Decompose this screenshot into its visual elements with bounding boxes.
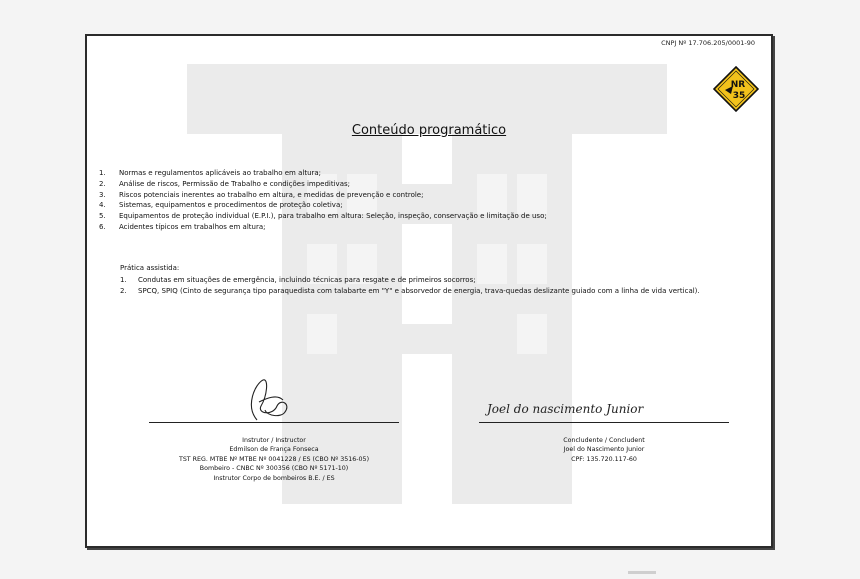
list-item-number: 2. — [99, 179, 106, 188]
instructor-block — [149, 436, 399, 483]
badge-line1: NR — [730, 80, 746, 90]
scan-footer-mark — [628, 570, 656, 575]
list-item — [99, 190, 547, 201]
concluder-signature: Joel do nascimento Junior — [487, 402, 644, 416]
list-item-text: Normas e regulamentos aplicáveis ao trabalho em altura; — [119, 169, 322, 177]
cnpj-number: CNPJ Nº 17.706.205/0001-90 — [661, 39, 755, 47]
instructor-signature — [237, 376, 297, 424]
certificate-page — [85, 34, 773, 548]
list-item — [120, 286, 720, 297]
list-item-number: 4. — [99, 201, 106, 210]
list-item-text: Condutas em situações de emergência, incluindo técnicas para resgate e de primeiros socorros; — [138, 276, 476, 284]
list-item — [120, 275, 720, 286]
list-item-number: 1. — [120, 276, 127, 284]
list-item-text: Análise de riscos, Permissão de Trabalho e condições impeditivas; — [119, 179, 350, 188]
instructor-role: Instrutor / Instructor — [242, 437, 306, 444]
instructor-reg1: TST REG. MTBE Nº MTBE Nº 0041228 / ES (CBO Nº 3516-05) — [178, 455, 370, 463]
practice-heading: Prática assistida: — [120, 264, 180, 272]
list-item-number: 3. — [99, 190, 106, 199]
page-title: Conteúdo programático — [351, 123, 507, 138]
concluder-cpf: CPF: 135.720.117-60 — [571, 455, 637, 463]
concluder-signature-line — [479, 422, 729, 423]
list-item-number: 5. — [99, 212, 106, 221]
badge-line2: 35 — [732, 91, 746, 101]
instructor-signature-line — [149, 422, 399, 423]
instructor-reg2: Bombeiro - CNBC Nº 300356 (CBO Nº 5171-10) — [199, 465, 349, 473]
concluder-name: Joel do Nascimento Junior — [563, 446, 645, 454]
list-item — [99, 211, 547, 222]
list-item-text: Sistemas, equipamentos e procedimentos de proteção coletiva; — [119, 201, 343, 210]
list-item — [99, 179, 547, 190]
list-item-number: 1. — [99, 169, 106, 177]
instructor-reg3: Instrutor Corpo de bombeiros B.E. / ES — [213, 474, 335, 482]
instructor-name: Edmilson de França Fonseca — [229, 446, 319, 454]
practice-list — [120, 275, 720, 297]
list-item — [99, 222, 547, 233]
list-item-text: Acidentes típicos em trabalhos em altura; — [119, 222, 266, 231]
list-item-text: Riscos potenciais inerentes ao trabalho em altura, e medidas de prevenção e controle; — [119, 190, 424, 199]
list-item-text: SPCQ, SPIQ (Cinto de segurança tipo paraquedista com talabarte em "Y" e absorvedor de energia, trava-quedas deslizante guiado com a linha de vida vertical). — [138, 286, 700, 295]
nr35-warning-badge-icon — [713, 66, 759, 112]
list-item — [99, 168, 547, 179]
list-item-number: 6. — [99, 222, 106, 231]
list-item-number: 2. — [120, 286, 127, 295]
content-list — [99, 168, 547, 233]
list-item — [99, 200, 547, 211]
concluder-block — [479, 436, 729, 464]
list-item-text: Equipamentos de proteção individual (E.P.I.), para trabalho em altura: Seleção, inspeção, conservação e limitação de uso; — [119, 212, 547, 221]
concluder-role: Concludente / Concludent — [563, 437, 645, 444]
